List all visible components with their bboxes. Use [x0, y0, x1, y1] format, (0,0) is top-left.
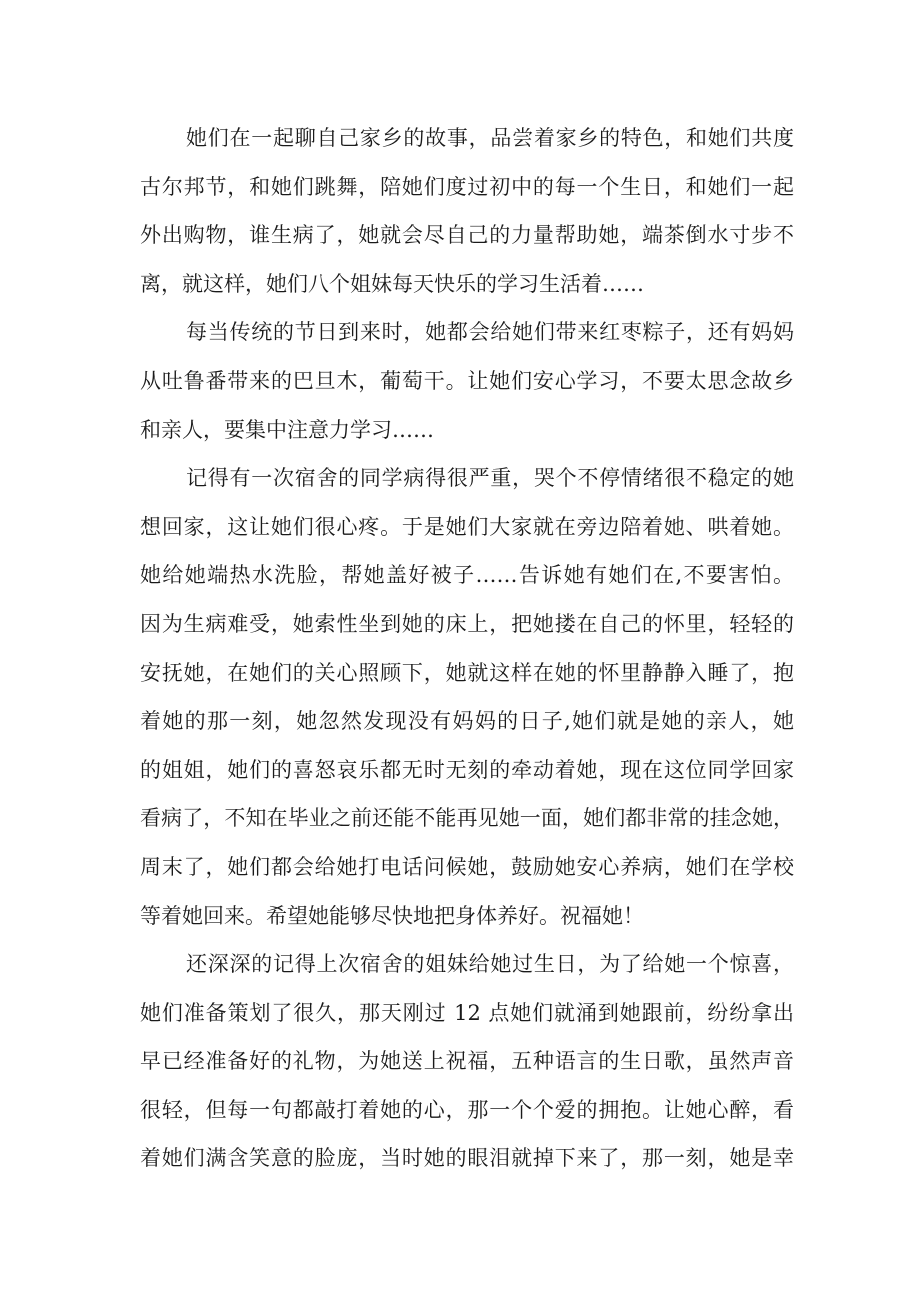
text-line: 着她的那一刻，她忽然发现没有妈妈的日子,她们就是她的亲人，她 — [140, 709, 794, 734]
text-line: 很轻，但每一句都敲打着她的心，那一个个爱的拥抱。让她心醉，看 — [140, 1097, 794, 1122]
text-line: 她们在一起聊自己家乡的故事，品尝着家乡的特色，和她们共度 — [186, 126, 794, 150]
text-line: 着她们满含笑意的脸庞，当时她的眼泪就掉下来了，那一刻，她是幸 — [140, 1146, 794, 1171]
text-line: 安抚她，在她们的关心照顾下，她就这样在她的怀里静静入睡了，抱 — [140, 660, 794, 685]
paragraph-2 — [140, 308, 794, 454]
paragraph-3 — [140, 454, 794, 940]
text-line: 的姐姐，她们的喜怒哀乐都无时无刻的牵动着她，现在这位同学回家 — [140, 757, 794, 782]
text-line: 和亲人，要集中注意力学习…… — [140, 417, 434, 442]
text-line: 还深深的记得上次宿舍的姐妹给她过生日，为了给她一个惊喜， — [186, 952, 794, 977]
body-text — [140, 114, 794, 1183]
text-line: 每当传统的节日到来时，她都会给她们带来红枣粽子，还有妈妈 — [186, 320, 794, 345]
text-line: 古尔邦节，和她们跳舞，陪她们度过初中的每一个生日，和她们一起 — [140, 174, 794, 199]
text-line: 等着她回来。希望她能够尽快地把身体养好。祝福她！ — [140, 903, 644, 928]
text-line: 她们准备策划了很久，那天刚过 12 点她们就涌到她跟前，纷纷拿出 — [140, 1000, 794, 1025]
text-line: 因为生病难受，她索性坐到她的床上，把她搂在自己的怀里，轻轻的 — [140, 611, 794, 636]
text-line: 记得有一次宿舍的同学病得很严重，哭个不停情绪很不稳定的她 — [186, 466, 794, 491]
text-line: 想回家，这让她们很心疼。于是她们大家就在旁边陪着她、哄着她。 — [140, 514, 794, 539]
text-line: 她给她端热水洗脸，帮她盖好被子……告诉她有她们在,不要害怕。 — [140, 563, 794, 588]
paragraph-1 — [140, 114, 794, 308]
text-line: 看病了，不知在毕业之前还能不能再见她一面，她们都非常的挂念她， — [140, 806, 794, 831]
paragraph-4 — [140, 940, 794, 1183]
text-line: 从吐鲁番带来的巴旦木，葡萄干。让她们安心学习，不要太思念故乡 — [140, 368, 794, 393]
text-line: 外出购物，谁生病了，她就会尽自己的力量帮助她，端茶倒水寸步不 — [140, 223, 794, 248]
text-line: 早已经准备好的礼物，为她送上祝福，五种语言的生日歌，虽然声音 — [140, 1049, 794, 1074]
text-line: 离，就这样，她们八个姐妹每天快乐的学习生活着…… — [140, 271, 644, 296]
text-line: 周末了，她们都会给她打电话问候她，鼓励她安心养病，她们在学校 — [140, 854, 794, 879]
